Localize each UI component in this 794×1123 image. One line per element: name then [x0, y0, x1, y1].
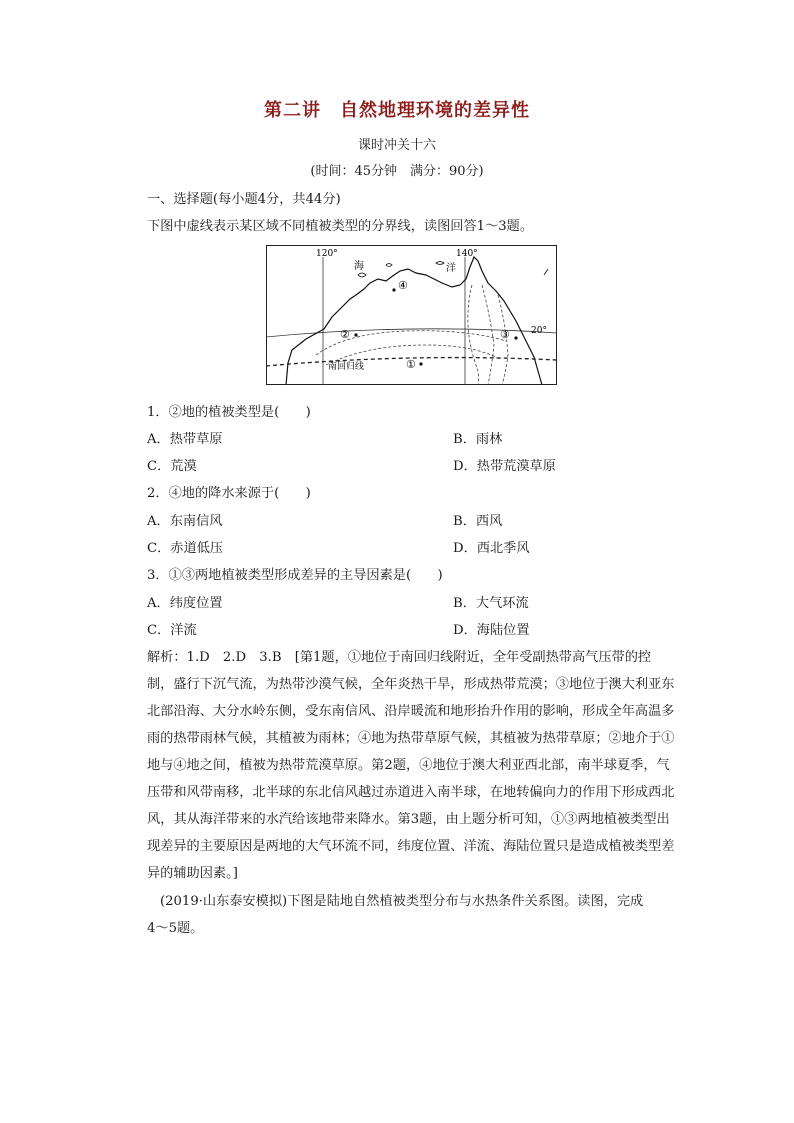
point-3-label: ③ — [500, 328, 510, 341]
q2-option-b: B．西风 — [453, 514, 503, 529]
section-heading: 一、选择题(每小题4分，共44分) — [147, 192, 341, 207]
australia-map — [266, 245, 557, 385]
analysis-line: 压带和风带南移，北半球的东北信风越过赤道进入南半球，在地转偏向力的作用下形成西北 — [147, 785, 675, 800]
analysis-line: 解析：1.D 2.D 3.B [第1题，①地位于南回归线附近，全年受副热带高气压带的控 — [147, 650, 652, 665]
page-title: 第二讲 自然地理环境的差异性 — [264, 100, 530, 121]
label-lon-140: 140° — [456, 249, 478, 259]
question-1-stem: 1．②地的植被类型是( ) — [147, 405, 311, 420]
label-sea: 海 — [354, 261, 364, 272]
label-lon-120: 120° — [316, 249, 338, 259]
next-question-intro-cont: 4～5题。 — [147, 921, 204, 936]
label-lat-20: 20° — [531, 326, 547, 336]
analysis-line: 雨的热带雨林气候，其植被为雨林；④地为热带草原气候，其植被为热带草原；②地介于① — [147, 731, 675, 746]
q1-option-b: B．雨林 — [453, 432, 503, 447]
q3-option-c: C．洋流 — [147, 623, 197, 638]
point-2-dot — [354, 333, 357, 336]
label-tropic: 南回归线 — [328, 362, 365, 372]
point-3-dot — [514, 336, 517, 339]
question-2-stem: 2．④地的降水来源于( ) — [147, 486, 311, 501]
analysis-line: 北部沿海、大分水岭东侧，受东南信风、沿岸暖流和地形抬升作用的影响，形成全年高温多 — [147, 704, 675, 719]
point-2-label: ② — [340, 328, 350, 341]
q1-option-c: C．荒漠 — [147, 459, 197, 474]
analysis-line: 现差异的主要原因是两地的大气环流不同，纬度位置、洋流、海陆位置只是造成植被类型差 — [147, 839, 675, 854]
time-info: (时间：45分钟 满分：90分) — [310, 164, 484, 179]
q3-option-d: D．海陆位置 — [453, 623, 530, 638]
analysis-line: 地与④地之间，植被为热带荒漠草原。第2题，④地位于澳大利亚西北部，南半球夏季，气 — [147, 758, 670, 773]
q2-option-c: C．赤道低压 — [147, 541, 224, 556]
q1-option-a: A．热带草原 — [147, 432, 223, 447]
point-4-dot — [392, 288, 395, 291]
q1-option-d: D．热带荒漠草原 — [453, 459, 556, 474]
q3-option-a: A．纬度位置 — [147, 596, 223, 611]
point-4-label: ④ — [398, 279, 408, 292]
analysis-line: 风，其从海洋带来的水汽给该地带来降水。第3题，由上题分析可知，①③两地植被类型出 — [147, 812, 670, 827]
q2-option-a: A．东南信风 — [147, 514, 223, 529]
q3-option-b: B．大气环流 — [453, 596, 529, 611]
page-subtitle: 课时冲关十六 — [357, 138, 436, 153]
label-ocean: 洋 — [446, 263, 456, 274]
point-1-label: ① — [406, 358, 416, 371]
q2-option-d: D．西北季风 — [453, 541, 530, 556]
question-intro: 下图中虚线表示某区域不同植被类型的分界线，读图回答1～3题。 — [147, 219, 534, 234]
analysis-line: 异的辅助因素。] — [147, 866, 238, 881]
analysis-line: 制，盛行下沉气流，为热带沙漠气候，全年炎热干旱，形成热带荒漠；③地位于澳大利亚东 — [147, 677, 675, 692]
next-question-intro: (2019·山东泰安模拟)下图是陆地自然植被类型分布与水热条件关系图。读图，完成 — [160, 894, 644, 909]
point-1-dot — [419, 362, 422, 365]
question-3-stem: 3．①③两地植被类型形成差异的主导因素是( ) — [147, 568, 443, 583]
